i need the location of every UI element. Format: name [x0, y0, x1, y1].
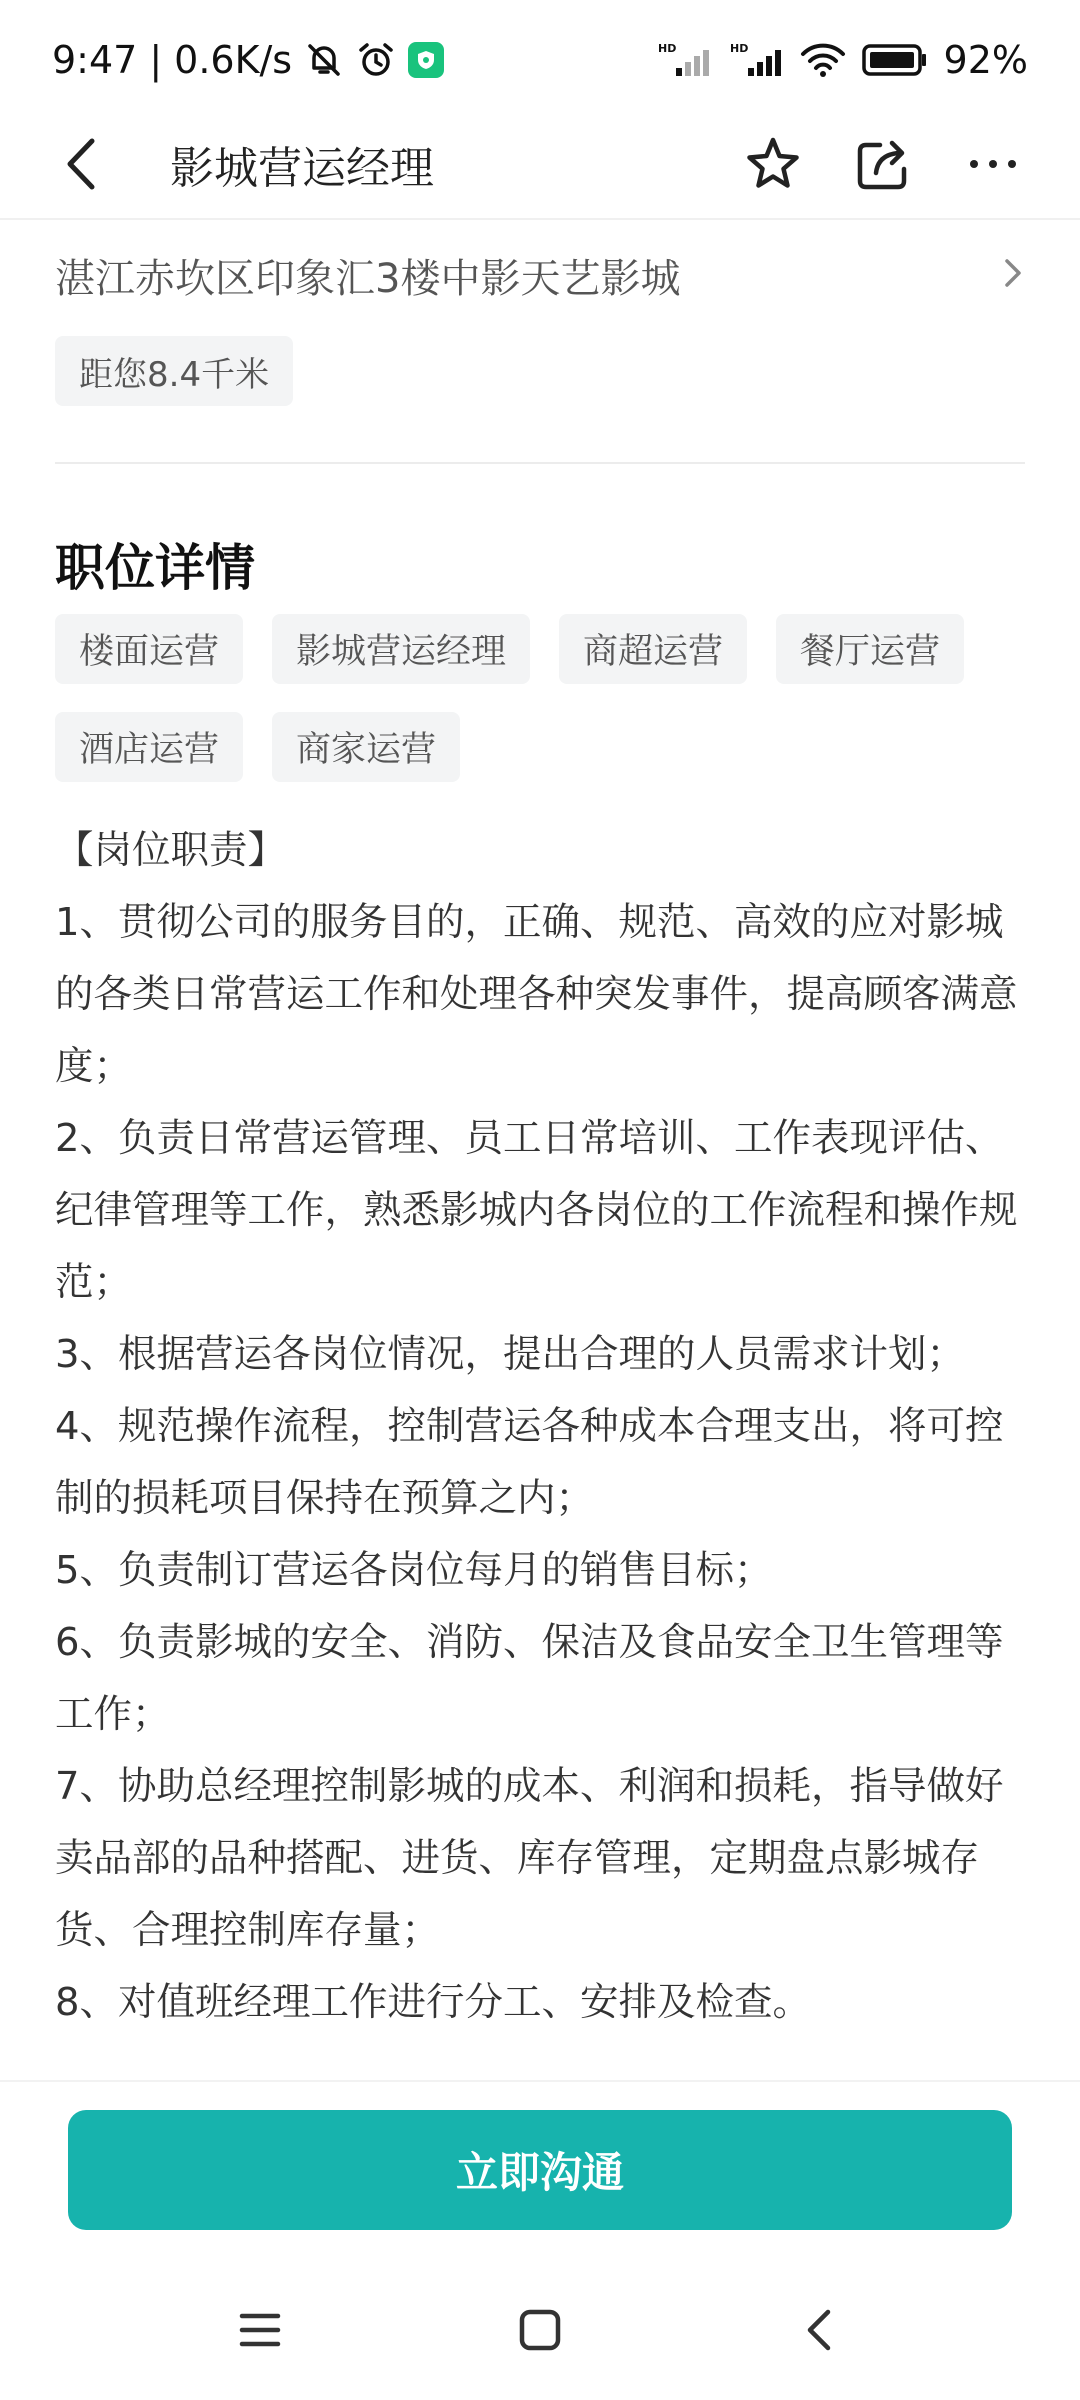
distance-badge: 距您8.4千米 — [55, 336, 293, 406]
more-button[interactable] — [964, 135, 1022, 193]
battery-percent: 92% — [943, 38, 1028, 82]
signal-hd-label-1: HD — [657, 42, 676, 55]
menu-icon — [238, 2308, 282, 2352]
divider — [55, 462, 1025, 464]
battery-icon — [862, 42, 928, 78]
network-speed: 0.6K/s — [174, 38, 293, 82]
shield-app-icon — [408, 42, 444, 78]
responsibility-item: 4、规范操作流程，控制营运各种成本合理支出，将可控制的损耗项目保持在预算之内； — [55, 1404, 1004, 1521]
menu-button[interactable] — [220, 2290, 300, 2370]
share-icon — [854, 135, 912, 193]
page-title: 影城营运经理 — [170, 143, 434, 194]
header-actions — [744, 135, 1080, 193]
address-link[interactable] — [55, 240, 1025, 310]
system-navigation-bar — [0, 2260, 1080, 2400]
job-tags — [55, 614, 1035, 782]
address-text: 湛江赤坎区印象汇3楼中影天艺影城 — [55, 255, 681, 302]
status-right — [656, 38, 1028, 82]
responsibilities-heading: 【岗位职责】 — [55, 828, 287, 873]
section-title: 职位详情 — [55, 539, 255, 597]
favorite-button[interactable] — [744, 135, 802, 193]
status-left — [52, 38, 444, 82]
status-bar — [0, 0, 1080, 120]
back-triangle-icon — [798, 2308, 842, 2352]
share-button[interactable] — [854, 135, 912, 193]
status-time: 9:47 — [52, 38, 138, 82]
responsibility-item: 1、贯彻公司的服务目的，正确、规范、高效的应对影城的各类日常营运工作和处理各种突发事件，提高顾客满意度； — [55, 900, 1018, 1089]
responsibility-item: 3、根据营运各岗位情况，提出合理的人员需求计划； — [55, 1332, 965, 1377]
responsibility-item: 6、负责影城的安全、消防、保洁及食品安全卫生管理等工作； — [55, 1620, 1004, 1737]
alarm-icon — [356, 40, 396, 80]
responsibility-item: 2、负责日常营运管理、员工日常培训、工作表现评估、纪律管理等工作，熟悉影城内各岗位的工作流程和操作规范； — [55, 1116, 1018, 1305]
home-icon — [518, 2308, 562, 2352]
responsibility-item: 8、对值班经理工作进行分工、安排及检查。 — [55, 1980, 811, 2025]
back-button[interactable] — [0, 109, 170, 219]
responsibility-item: 7、协助总经理控制影城的成本、利润和损耗，指导做好卖品部的品种搭配、进货、库存管理，定期盘点影城存货、合理控制库存量； — [55, 1764, 1004, 1953]
chevron-right-icon — [1001, 255, 1025, 295]
bottom-action-bar — [0, 2080, 1080, 2230]
signal-icon — [656, 40, 712, 80]
system-back-button[interactable] — [780, 2290, 860, 2370]
star-icon — [744, 135, 802, 193]
job-description — [55, 815, 1035, 2039]
status-separator: | — [149, 38, 163, 82]
mute-bell-icon — [304, 40, 344, 80]
signal-icon-2 — [728, 40, 784, 80]
job-tag: 影城营运经理 — [272, 614, 530, 684]
job-tag: 商家运营 — [272, 712, 460, 782]
wifi-icon — [800, 40, 846, 80]
more-icon — [964, 135, 1022, 193]
back-icon — [62, 135, 102, 193]
header — [0, 110, 1080, 220]
job-tag: 餐厅运营 — [776, 614, 964, 684]
chat-now-button[interactable]: 立即沟通 — [68, 2110, 1012, 2230]
job-tag: 商超运营 — [559, 614, 747, 684]
job-tag: 酒店运营 — [55, 712, 243, 782]
signal-hd-label-2: HD — [729, 42, 748, 55]
job-tag: 楼面运营 — [55, 614, 243, 684]
responsibility-item: 5、负责制订营运各岗位每月的销售目标； — [55, 1548, 773, 1593]
home-button[interactable] — [500, 2290, 580, 2370]
